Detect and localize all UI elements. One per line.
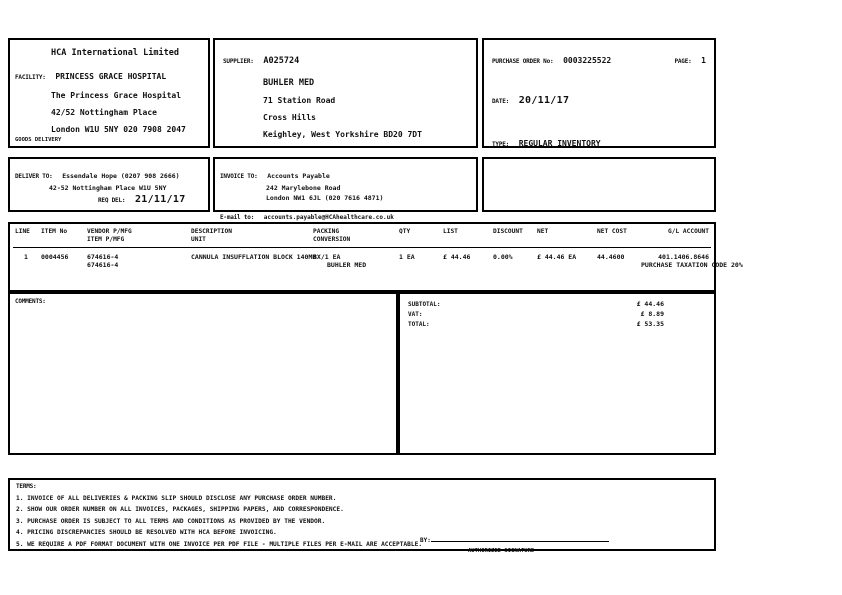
comments-box: [8, 292, 398, 455]
deliver-to-box: [8, 157, 210, 212]
terms-item-4: 4. PRICING DISCREPANCIES SHOULD BE RESOLVED WITH HCA BEFORE INVOICING.: [16, 529, 277, 536]
terms-item-1: 1. INVOICE OF ALL DELIVERIES & PACKING SLIP SHOULD DISCLOSE ANY PURCHASE ORDER NUMBER.: [16, 494, 337, 502]
cell-net: £ 44.46 EA: [537, 253, 577, 261]
subtotal-value: £ 44.46: [636, 300, 664, 308]
total-label: TOTAL:: [408, 321, 430, 328]
order-type-value: REGULAR INVENTORY: [518, 139, 601, 148]
supplier-address-line2: Cross Hills: [263, 113, 316, 122]
supplier-box: [213, 38, 478, 148]
table-header: [13, 228, 711, 248]
terms-item-5: 5. WE REQUIRE A PDF FORMAT DOCUMENT WITH ONE INVOICE PER PDF FILE - MULTIPLE FILES PER E-MAIL ARE ACCEPTABLE.: [16, 540, 423, 548]
col-header-qty: QTY: [399, 228, 411, 235]
cell-qty: 1 EA: [399, 253, 415, 261]
company-address-line1: The Princess Grace Hospital: [51, 91, 182, 100]
terms-item-2: 2. SHOW OUR ORDER NUMBER ON ALL INVOICES, PACKAGES, SHIPPING PAPERS, AND CORRESPONDENCE.: [16, 506, 344, 513]
col-header-gl-account: G/L ACCOUNT: [668, 228, 709, 235]
deliver-to-line2: 42-52 Nottingham Place W1U 5NY: [49, 184, 167, 192]
po-number-value: 0003225522: [563, 56, 612, 65]
cell-description: CANNULA INSUFFLATION BLOCK 140MM: [191, 253, 317, 261]
order-type-label: TYPE:: [492, 141, 510, 148]
comments-label: COMMENTS:: [15, 298, 46, 305]
col-header-line: LINE: [15, 228, 30, 235]
authorized-signature-label: AUTHORIZED SIGNATURE: [468, 548, 535, 554]
col-header-list: LIST: [443, 228, 458, 235]
invoice-to-box: [213, 157, 478, 221]
invoice-to-line3: London NW1 6JL (020 7616 4871): [266, 194, 384, 202]
vat-label: VAT:: [408, 311, 423, 318]
by-label: BY:: [420, 537, 431, 544]
col-header-vendor: VENDOR P/MFG ITEM P/MFG: [87, 228, 132, 243]
cell-item-no: 0004456: [41, 253, 69, 261]
company-box: [8, 38, 210, 148]
cell-vendor: 674616-4 674616-4: [87, 253, 119, 269]
col-header-item-no: ITEM No: [41, 228, 68, 235]
company-name: HCA International Limited: [51, 48, 179, 58]
cell-net-cost: 44.4600: [597, 253, 625, 261]
order-date-label: DATE:: [492, 98, 510, 105]
cell-packing: BX/1 EA BUHLER MED: [313, 253, 367, 269]
vat-row: [408, 310, 706, 318]
goods-delivery-label: GOODS DELIVERY: [15, 137, 62, 143]
po-number-label: PURCHASE ORDER No:: [492, 58, 554, 65]
req-del-value: 21/11/17: [134, 194, 186, 205]
terms-item-3: 3. PURCHASE ORDER IS SUBJECT TO ALL TERMS AND CONDITIONS AS PROVIDED BY THE VENDOR.: [16, 517, 326, 525]
invoice-email-value: accounts.payable@HCAhealthcare.co.uk: [263, 214, 394, 221]
facility-name: PRINCESS GRACE HOSPITAL: [55, 72, 167, 81]
col-header-packing: PACKING CONVERSION: [313, 228, 351, 243]
company-address-line3: London W1U 5NY 020 7908 2047: [51, 125, 186, 134]
cell-discount: 0.00%: [493, 253, 513, 261]
signature-block: [420, 527, 635, 554]
order-header-box: [482, 38, 716, 148]
col-header-net-cost: NET COST: [597, 228, 627, 235]
totals-box: [398, 292, 716, 455]
page-value: 1: [701, 56, 706, 65]
table-row: [13, 253, 743, 269]
line-items-table: [8, 222, 743, 292]
cell-line: 1: [24, 253, 28, 261]
req-del-label: REQ DEL:: [98, 197, 126, 204]
subtotal-row: [408, 300, 706, 308]
total-row: [408, 320, 706, 328]
supplier-address-line3: Keighley, West Yorkshire BD20 7DT: [263, 130, 422, 139]
cell-gl-account: 401.1406.8646 PURCHASE TAXATION CODE 20%: [641, 253, 743, 269]
vat-value: £ 8.89: [640, 310, 664, 318]
company-address-line2: 42/52 Nottingham Place: [51, 108, 157, 117]
total-value: £ 53.35: [636, 320, 664, 328]
terms-title: TERMS:: [16, 483, 37, 490]
page-label: PAGE:: [674, 58, 692, 65]
subtotal-label: SUBTOTAL:: [408, 301, 441, 308]
facility-label: FACILITY:: [15, 74, 46, 81]
cell-list: £ 44.46: [443, 253, 471, 261]
invoice-to-label: INVOICE TO:: [220, 173, 258, 180]
deliver-to-line1: Essendale Hope (0207 908 2666): [62, 172, 180, 180]
col-header-discount: DISCOUNT: [493, 228, 523, 235]
deliver-to-label: DELIVER TO:: [15, 173, 53, 180]
invoice-email-label: E-mail to:: [220, 214, 255, 221]
blank-box: [482, 157, 716, 212]
signature-line: [431, 535, 609, 542]
terms-box: [8, 478, 716, 554]
supplier-name: BUHLER MED: [263, 78, 315, 88]
col-header-net: NET: [537, 228, 549, 235]
col-header-description: DESCRIPTION UNIT: [191, 228, 232, 243]
order-date-value: 20/11/17: [518, 95, 570, 106]
invoice-to-line1: Accounts Payable: [267, 172, 330, 180]
invoice-to-line2: 242 Marylebone Road: [266, 184, 341, 192]
supplier-code: A025724: [263, 56, 300, 66]
supplier-label: SUPPLIER:: [223, 58, 254, 65]
supplier-address-line1: 71 Station Road: [263, 96, 336, 105]
